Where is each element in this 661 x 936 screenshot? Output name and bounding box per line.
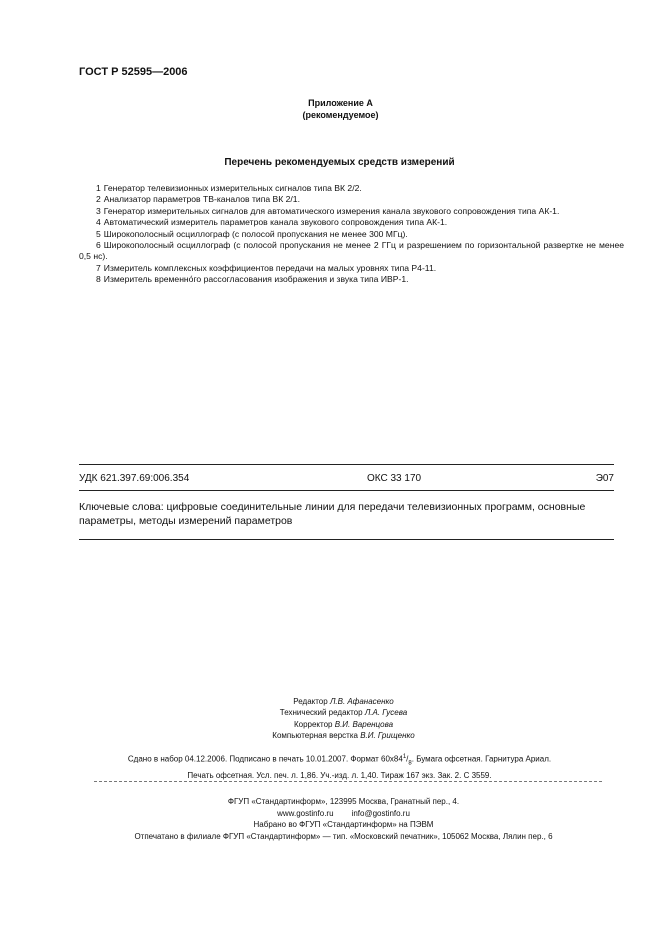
list-item-number: 3	[96, 205, 101, 216]
list-item	[79, 217, 624, 228]
list-item-text: Измеритель комплексных коэффициентов передачи на малых уровнях типа Р4-11.	[103, 262, 437, 273]
credit-name: Л.В. Афанасенко	[329, 697, 394, 706]
list-item-text: Широкополосный осциллограф (с полосой пропускания не менее 2 ГГц и разрешением по горизонтальной развертке не менее 0,5 нс).	[79, 240, 624, 262]
publisher-contacts	[26, 808, 661, 820]
dashed-separator	[94, 781, 602, 782]
list-item-number: 7	[96, 262, 101, 273]
list-item-text: Широкополосный осциллограф (с полосой пропускания не менее 300 МГц).	[103, 228, 408, 239]
imprint-line-2: Печать офсетная. Усл. печ. л. 1,86. Уч.-изд. л. 1,40. Тираж 167 экз. Зак. 2. С 3559.	[187, 771, 492, 781]
oks-code: ОКС 33 170	[367, 473, 422, 484]
list-item	[79, 240, 624, 263]
publisher-address: ФГУП «Стандартинформ», 123995 Москва, Гранатный пер., 4.	[227, 797, 460, 806]
publisher-email[interactable]: info@gostinfo.ru	[351, 808, 410, 818]
list-item-text: Автоматический измеритель параметров канала звукового сопровождения типа АК-1.	[103, 217, 448, 228]
list-item	[79, 274, 624, 285]
credit-role: Корректор	[293, 719, 333, 729]
credit-role: Технический редактор	[279, 708, 363, 718]
credits-block	[0, 696, 661, 742]
imprint-block	[0, 752, 661, 782]
list-item	[79, 229, 624, 240]
imprint-text: Сдано в набор 04.12.2006. Подписано в печать 10.01.2007. Формат 60x84	[127, 754, 403, 764]
format-fraction-top: 1	[402, 754, 407, 760]
credit-name: В.И. Варенцова	[334, 719, 394, 729]
format-fraction-bottom: 8	[408, 760, 412, 767]
list-item-text: Измеритель временно́го рассогласования изображения и звука типа ИВР-1.	[103, 274, 409, 285]
credit-line	[26, 730, 661, 741]
credit-line	[26, 696, 661, 707]
list-item-text: Генератор измерительных сигналов для автоматического измерения канала звукового сопровождения типа АК-1.	[103, 205, 560, 216]
divider-middle	[79, 490, 614, 491]
standard-number: ГОСТ Р 52595—2006	[79, 66, 188, 78]
instrument-list	[79, 183, 624, 286]
group-code: Э07	[595, 473, 614, 484]
imprint-line-1: Сдано в набор 04.12.2006. Подписано в печать 10.01.2007. Формат $60x84^1/_8$. Бумага офсетная. Гарнитура Ариал.	[127, 754, 552, 767]
publisher-block	[0, 796, 661, 842]
credit-line	[26, 707, 661, 718]
list-item	[79, 183, 624, 194]
list-item	[79, 194, 624, 205]
divider-top	[79, 464, 614, 465]
credit-role: Компьютерная верстка	[272, 731, 358, 741]
list-item-number: 6	[96, 240, 101, 251]
keywords: Ключевые слова: цифровые соединительные линии для передачи телевизионных программ, основные параметры, методы измерений параметров	[79, 501, 586, 527]
list-item-number: 1	[96, 183, 101, 193]
list-item	[79, 206, 624, 217]
list-item-number: 4	[96, 217, 101, 228]
credit-name: Л.А. Гусева	[364, 708, 408, 718]
udk-code: УДК 621.397.69:006.354	[79, 473, 190, 484]
list-item-text: Генератор телевизионных измерительных сигналов типа ВК 2/2.	[103, 183, 362, 193]
annex-subtitle: (рекомендуемое)	[302, 110, 379, 120]
annex-title: Приложение А	[308, 98, 373, 108]
printing-note: Отпечатано в филиале ФГУП «Стандартинформ» — тип. «Московский печатник», 105062 Москва, Лялин пер., 6	[134, 831, 553, 841]
credit-line	[26, 719, 661, 730]
divider-bottom	[79, 539, 614, 540]
imprint-text: . Бумага офсетная. Гарнитура Ариал.	[411, 754, 552, 764]
publisher-website[interactable]: www.gostinfo.ru	[277, 808, 334, 818]
list-title: Перечень рекомендуемых средств измерений	[224, 157, 455, 168]
list-item	[79, 263, 624, 274]
list-item-number: 2	[96, 194, 101, 205]
list-item-number: 5	[96, 228, 101, 239]
credit-role: Редактор	[293, 697, 328, 706]
list-item-number: 8	[96, 274, 101, 285]
credit-name: В.И. Грищенко	[360, 731, 415, 741]
typeset-note: Набрано во ФГУП «Стандартинформ» на ПЭВМ	[253, 820, 434, 830]
list-item-text: Анализатор параметров ТВ-каналов типа ВК 2/1.	[103, 194, 300, 205]
